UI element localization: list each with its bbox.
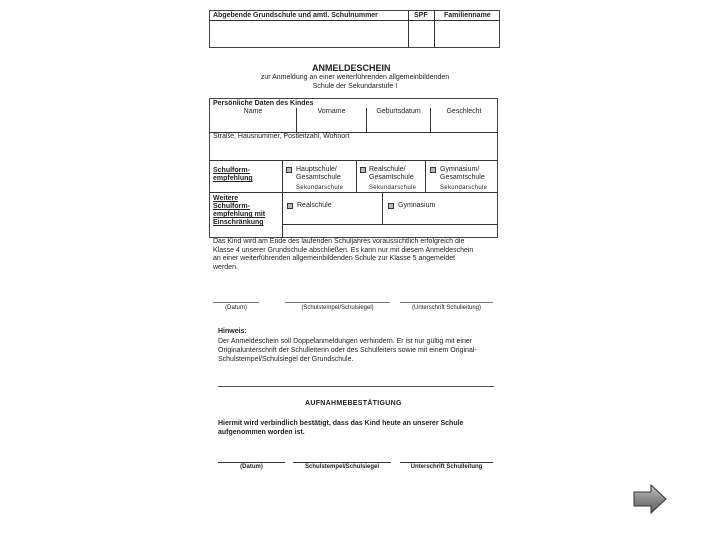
empf-option-gymnasium: Gymnasium/ Gesamtschule [440,166,485,181]
weitere-option-realschule-checkbox[interactable] [287,203,293,209]
field-address: Straße, Hausnummer, Postleitzahl, Wohnort [213,133,350,140]
field-vorname: Vorname [317,108,346,115]
page-title: ANMELDESCHEIN [312,63,391,73]
sig2-datum: (Datum) [240,464,263,470]
weitere-option-realschule: Realschule [297,202,332,209]
empf-option-hauptschule: Hauptschule/ Gesamtschule [296,166,341,181]
empf-option-gymnasium-checkbox[interactable] [430,167,436,173]
empf-option-realschule-checkbox[interactable] [360,167,366,173]
empf-option-realschule: Realschule/ Gesamtschule [369,166,414,181]
top-table-col-familienname: Familienname [444,12,491,19]
empf-option-realschule-sek: Sekundarschule [369,185,417,191]
empf-option-gymnasium-sek: Sekundarschule [440,185,488,191]
empf-option-hauptschule-checkbox[interactable] [286,167,292,173]
weitere-option-gymnasium: Gymnasium [398,202,436,209]
next-slide-button[interactable] [633,484,667,514]
weitere-label: Weitere Schulform- empfehlung mit Einschränkung [213,195,266,226]
sig1-stempel: (Schulstempel/Schulsiegel) [301,305,374,311]
weitere-option-gymnasium-checkbox[interactable] [388,203,394,209]
top-table-col-spf: SPF [414,12,428,19]
sig2-unterschrift: Unterschrift Schulleitung [410,464,483,470]
sig2-stempel: Schulstempel/Schulsiegel [304,464,380,470]
aufnahme-text: Hiermit wird verbindlich bestätigt, dass das Kind heute an unserer Schule aufgenommen worden ist. [218,420,464,436]
statement-text: Das Kind wird am Ende des laufenden Schuljahres voraussichtlich erfolgreich die Klasse 4 unserer Grundschule abschließen. Es kann nur mit diesem Anmeldeschein an einer weiterführenden allgemeinbildenden Schule zur Klasse 5 angemeldet werden. [213,238,474,271]
empf-label: Schulform- empfehlung [213,167,253,182]
empf-option-hauptschule-sek: Sekundarschule [296,185,344,191]
hinweis-text: Der Anmeldeschein soll Doppelanmeldungen verhindern. Er ist nur gültig mit einer Originalunterschrift der Schulleiterin oder des Schulleiters sowie mit einem Original- Schulstempel/Schulsiegel der Grundschule. [218,338,477,363]
subtitle-line-1: zur Anmeldung an einer weiterführenden allgemeinbildenden [260,74,450,81]
personal-heading: Persönliche Daten des Kindes [213,100,314,107]
separator-line [218,386,494,387]
sig1-datum: (Datum) [225,305,247,311]
field-geschlecht: Geschlecht [446,108,482,115]
field-name: Name [243,108,263,115]
sig1-unterschrift: (Unterschrift Schulleitung) [411,305,482,311]
top-table-col-school: Abgebende Grundschule und amtl. Schulnummer [213,12,378,19]
aufnahme-title: AUFNAHMEBESTÄTIGUNG [305,400,402,407]
arrow-right-icon [633,484,667,514]
field-geburtsdatum: Geburtsdatum [376,108,421,115]
subtitle-line-2: Schule der Sekundarstufe I [312,83,398,90]
hinweis-heading: Hinweis: [218,328,247,335]
